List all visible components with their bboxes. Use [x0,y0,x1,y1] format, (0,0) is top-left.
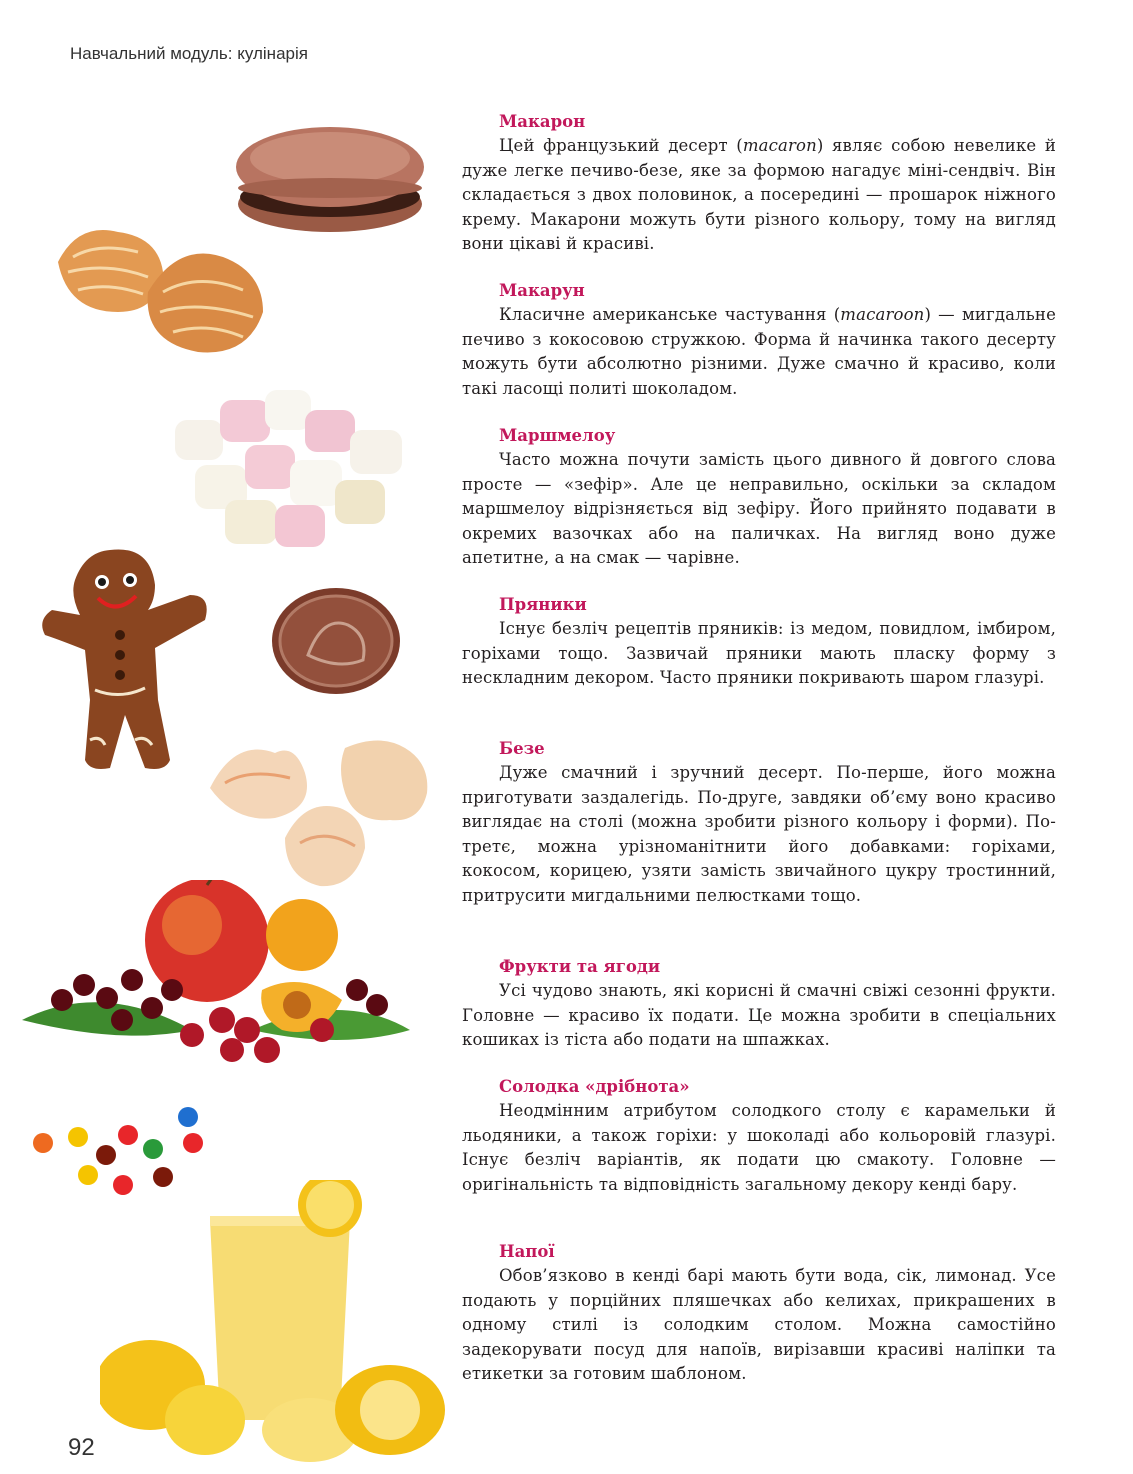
section-body: Часто можна почути замість цього дивного й довгого слова просте — «зефір». Але це неправильно, оскільки за складом маршмелоу відрізняється від зефіру. Його прийнято подавати в окремих вазочках або на паличках. На вигляд воно дуже апетитне, а на смак — чарівне. [462,450,1056,568]
section-marshmallow [462,424,1056,571]
section-drinks [462,1240,1056,1387]
term-italic: macaron [742,136,817,155]
section-body: Цей французький десерт (macaron) являє собою невелике й дуже легке печиво-безе, яке за формою нагадує міні-сендвіч. Він складається з двох половинок, а посередині — прошарок ніжного крему. Макарони можуть бути різного кольору, тому на вигляд вони цікаві й красиві. [462,136,1056,254]
section-meringue [462,737,1056,909]
section-body: Класичне американське частування (macaroon) — мигдальне печиво з кокосовою стружкою. Форма й начинка такого десерту можуть бути абсолютно різними. Дуже смачно й красиво, коли такі ласощі политі шоколадом. [462,305,1056,398]
marshmallows-image [165,380,420,555]
fruits-berries-image [22,880,410,1075]
section-title: Безе [499,739,545,758]
lemonade-image [100,1180,455,1465]
meringue-image [205,728,433,890]
section-fruits [462,955,1056,1053]
page-number: 92 [68,1434,95,1461]
section-macaroon [462,279,1056,401]
section-title: Макарон [499,112,586,131]
section-macaron [462,110,1056,257]
section-body: Неодмінним атрибутом солодкого столу є карамельки й льодяники, а також горіхи: у шоколаді або кольоровій глазурі. Існує безліч варіантів, як подати цю смакоту. Головне — оригінальність та відповідність загальному декору кенді бару. [462,1101,1056,1194]
running-header: Навчальний модуль: кулінарія [70,44,308,63]
section-title: Напої [499,1242,555,1261]
section-title: Фрукти та ягоди [499,957,661,976]
section-title: Маршмелоу [499,426,616,445]
term-italic: macaroon [840,305,925,324]
section-gingerbread [462,593,1056,691]
coconut-macaroons-image [48,212,273,362]
section-body: Обов’язково в кенді барі мають бути вода, сік, лимонад. Усе подають у порційних пляшечках або келихах, прикрашених в одному стилі із солодким столом. Можна самостійно задекорувати посуд для напоїв, вирізавши красиві наліпки та етикетки за готовим шаблоном. [462,1266,1056,1384]
section-title: Солодка «дрібнота» [499,1077,690,1096]
gingerbread-cookie-image [268,585,404,697]
gingerbread-man-image [40,540,212,772]
section-sweets [462,1075,1056,1197]
section-body: Усі чудово знають, які корисні й смачні свіжі сезонні фрукти. Головне — красиво їх подати. Це можна зробити в спеціальних кошиках із тіста або подати на шпажках. [462,981,1056,1050]
section-title: Пряники [499,595,587,614]
section-title: Макарун [499,281,585,300]
section-body: Дуже смачний і зручний десерт. По-перше, його можна приготувати заздалегідь. По-друге, завдяки об’єму воно красиво виглядає на столі (можна зробити різного кольору і форми). По-третє, можна урізноманітнити його добавками: горіхами, кокосом, корицею, узяти замість звичайного цукру тростинний, притрусити мигдальними пелюстками тощо. [462,763,1056,905]
section-body: Існує безліч рецептів пряників: із медом, повидлом, імбиром, горіхами тощо. Зазвичай пряники мають пласку форму з нескладним декором. Часто пряники покривають шаром глазурі. [462,619,1056,688]
